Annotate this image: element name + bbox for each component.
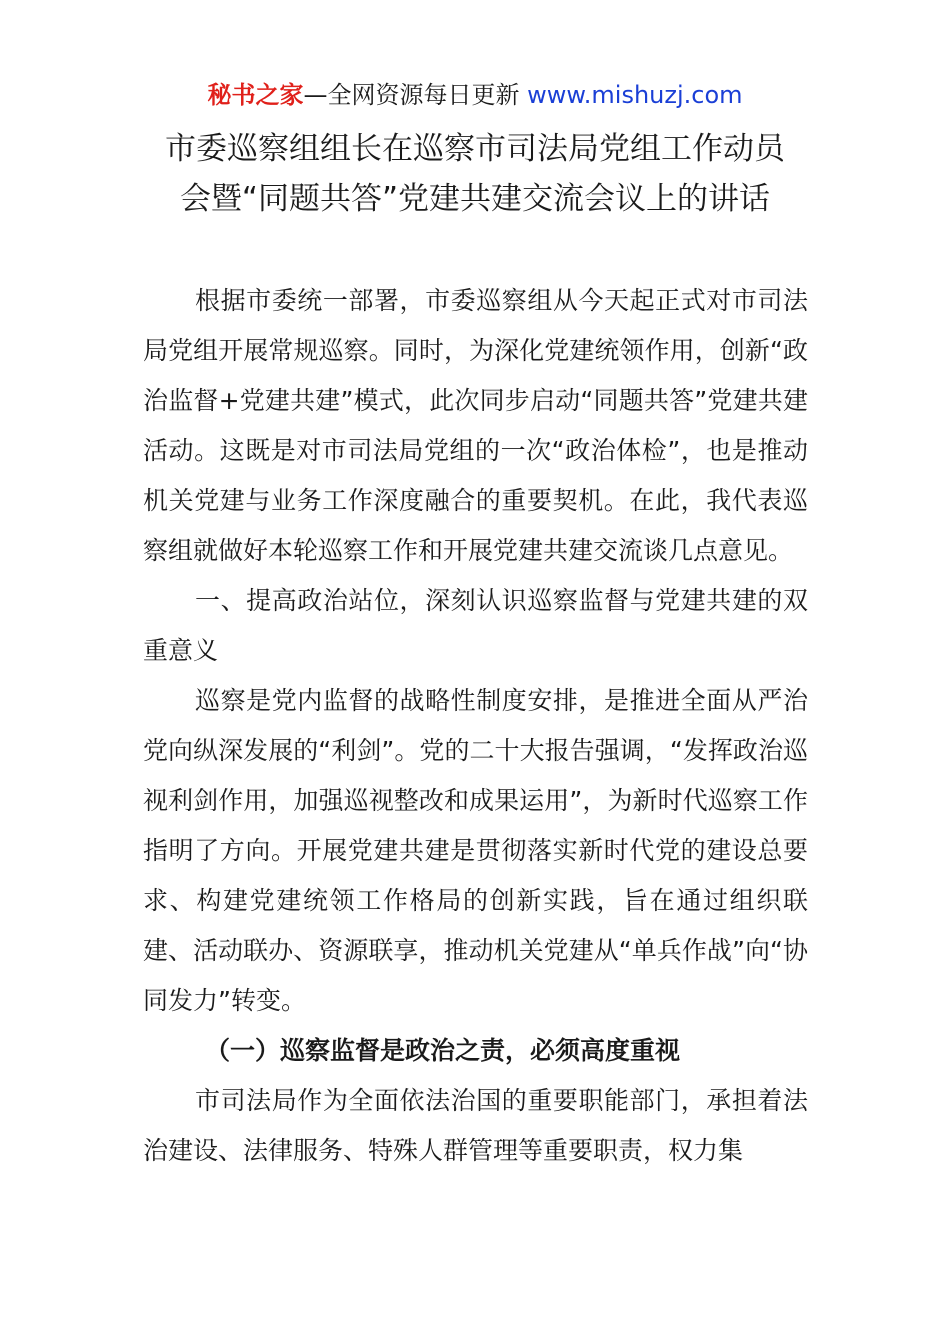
section-heading-1: 一、提高政治站位，深刻认识巡察监督与党建共建的双重意义 [143,586,808,665]
paragraph-intro: 根据市委统一部署，市委巡察组从今天起正式对市司法局党组开展常规巡察。同时，为深化党建统领作用，创新“政治监督+党建共建”模式，此次同步启动“同题共答”党建共建活动。这既是对市司法局党组的一次“政治体检”，也是推动机关党建与业务工作深度融合的重要契机。在此，我代表巡察组就做好本轮巡察工作和开展党建共建交流谈几点意见。 [143,286,808,565]
site-tagline: —全网资源每日更新 [303,81,528,109]
site-brand: 秘书之家 [207,81,304,109]
paragraph-subsection-1: 市司法局作为全面依法治国的重要职能部门，承担着法治建设、法律服务、特殊人群管理等重要职责，权力集 [143,1086,808,1165]
title-line-1: 市委巡察组组长在巡察市司法局党组工作动员 [165,131,785,167]
paragraph-section-1: 巡察是党内监督的战略性制度安排，是推进全面从严治党向纵深发展的“利剑”。党的二十大报告强调，“发挥政治巡视利剑作用，加强巡视整改和成果运用”，为新时代巡察工作指明了方向。开展党建共建是贯彻落实新时代党的建设总要求、构建党建统领工作格局的创新实践，旨在通过组织联建、活动联办、资源联享，推动机关党建从“单兵作战”向“协同发力”转变。 [143,686,808,1015]
subsection-heading-1: （一）巡察监督是政治之责，必须高度重视 [205,1036,681,1065]
site-url-link[interactable]: www.mishuzj.com [527,81,743,109]
document-body [143,276,808,1176]
document-title [140,124,810,224]
site-header [0,78,950,112]
title-line-2: 会暨“同题共答”党建共建交流会议上的讲话 [179,181,771,217]
